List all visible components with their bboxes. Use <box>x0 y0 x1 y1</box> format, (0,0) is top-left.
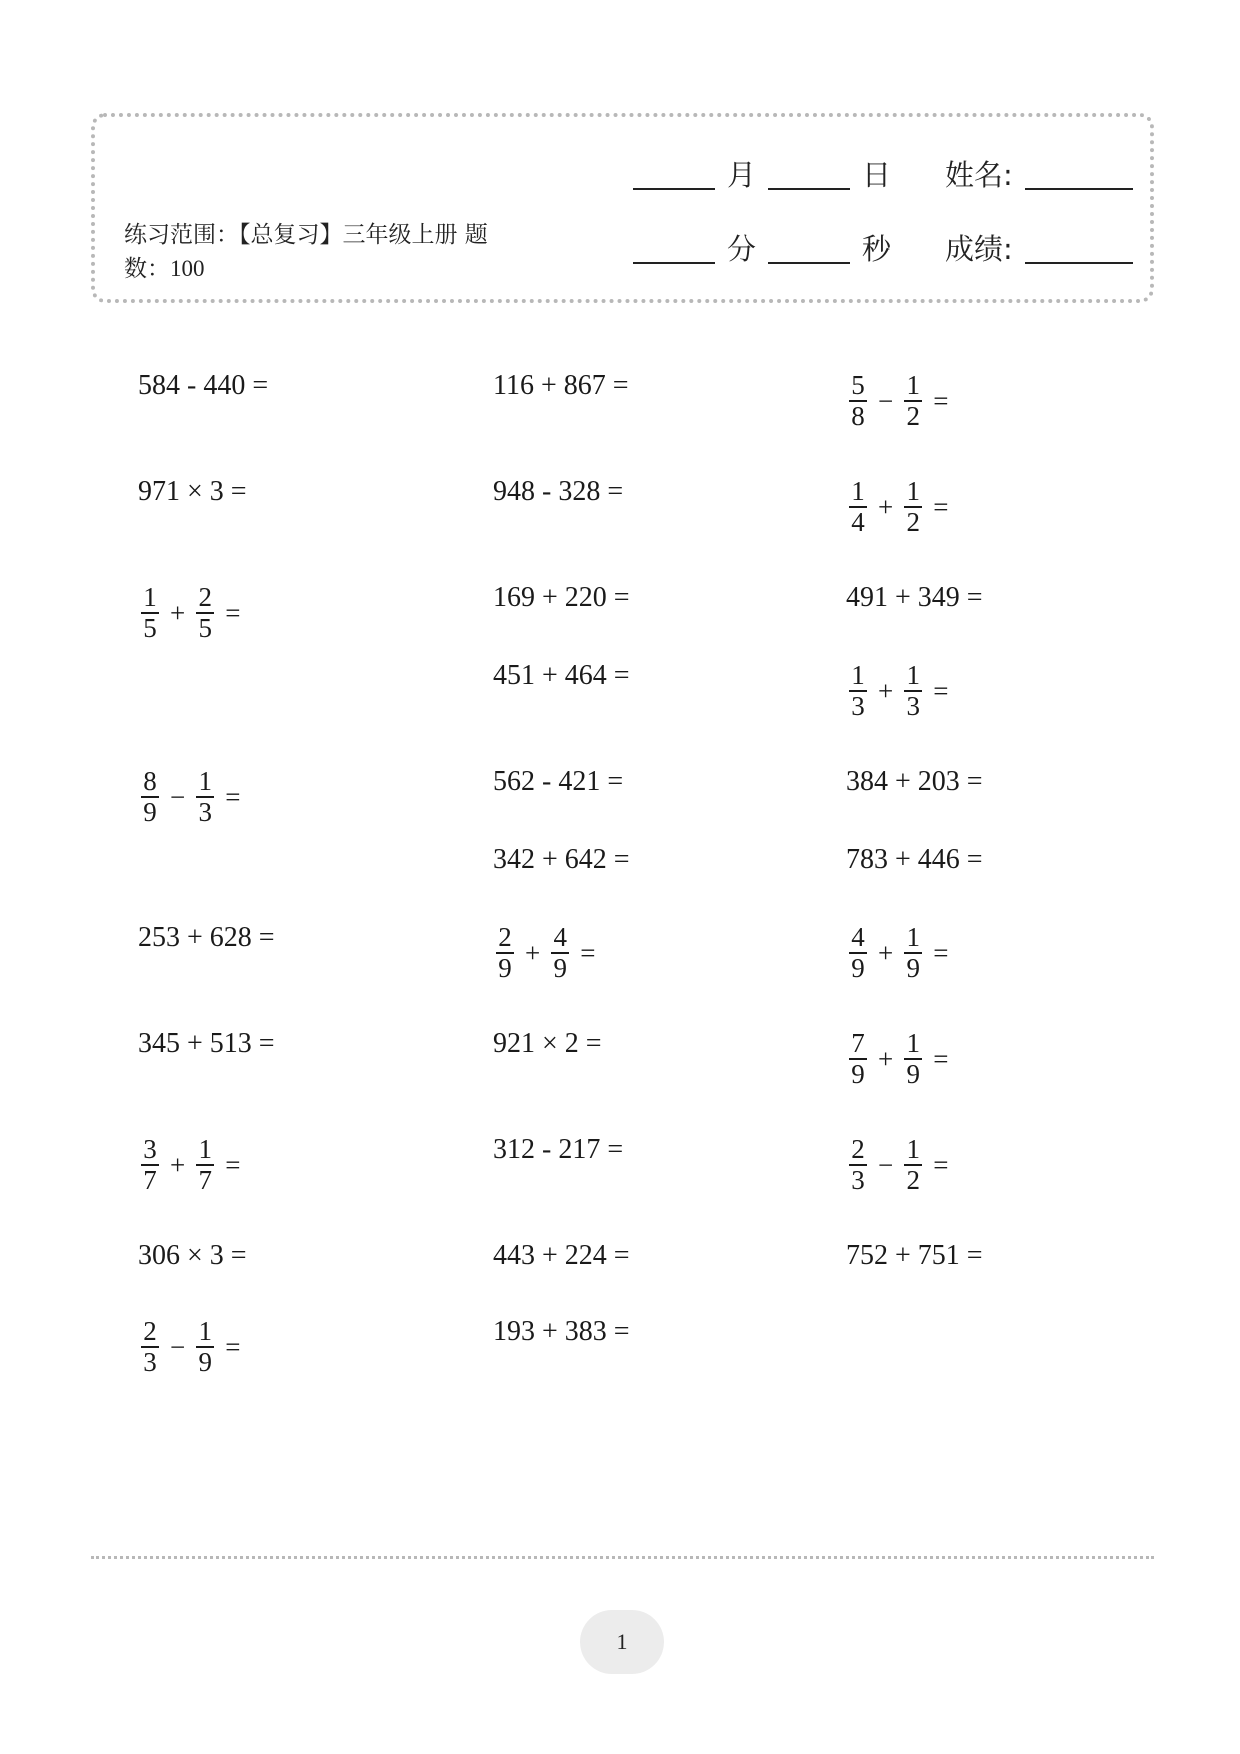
fraction <box>196 767 214 827</box>
practice-range-label: 练习范围：【总复习】三年级上册 <box>124 222 458 248</box>
fraction <box>496 923 514 983</box>
equals-sign: = <box>933 385 949 416</box>
numerator: 1 <box>906 922 920 952</box>
problem-item <box>846 1130 956 1200</box>
problem-item <box>138 1024 275 1064</box>
fraction <box>849 371 867 431</box>
equals-sign: = <box>580 937 596 968</box>
problem-item <box>138 1130 248 1200</box>
problem-item <box>846 1236 983 1276</box>
problem-item <box>493 762 623 802</box>
problem-item <box>846 656 956 726</box>
denominator: 9 <box>906 953 920 983</box>
numerator: 1 <box>906 1028 920 1058</box>
denominator: 7 <box>198 1165 212 1195</box>
numerator: 2 <box>143 1316 157 1346</box>
numerator: 2 <box>498 922 512 952</box>
problem-text: 443 + 224 = <box>493 1240 630 1271</box>
numerator: 1 <box>198 1134 212 1164</box>
fraction <box>141 583 159 643</box>
denominator: 3 <box>851 1165 865 1195</box>
problem-text: 451 + 464 = <box>493 660 630 691</box>
problem-item <box>846 472 956 542</box>
operator: + <box>170 597 186 628</box>
problem-item <box>138 918 275 958</box>
denominator: 2 <box>906 1165 920 1195</box>
denominator: 2 <box>906 401 920 431</box>
numerator: 1 <box>851 660 865 690</box>
second-label: 秒 <box>862 232 892 266</box>
numerator: 1 <box>198 1316 212 1346</box>
problem-item <box>846 918 956 988</box>
problem-text: 971 × 3 = <box>138 476 247 507</box>
problem-item <box>846 366 956 436</box>
numerator: 1 <box>198 766 212 796</box>
problem-item <box>846 578 983 618</box>
fraction <box>904 1135 922 1195</box>
numerator: 1 <box>906 660 920 690</box>
score-label: 成绩: <box>945 232 1013 266</box>
problem-text: 584 - 440 = <box>138 370 269 401</box>
day-blank[interactable] <box>768 158 850 190</box>
denominator: 5 <box>143 613 157 643</box>
problem-text: 562 - 421 = <box>493 766 624 797</box>
denominator: 9 <box>906 1059 920 1089</box>
problem-item <box>493 1312 630 1352</box>
problem-text: 921 × 2 = <box>493 1028 602 1059</box>
numerator: 1 <box>143 582 157 612</box>
fraction <box>904 661 922 721</box>
problem-text: 491 + 349 = <box>846 582 983 613</box>
denominator: 9 <box>198 1347 212 1377</box>
fraction <box>849 477 867 537</box>
problem-text: 169 + 220 = <box>493 582 630 613</box>
problem-item <box>138 578 248 648</box>
numerator: 2 <box>198 582 212 612</box>
fraction <box>141 1317 159 1377</box>
fraction <box>904 477 922 537</box>
numerator: 1 <box>906 370 920 400</box>
numerator: 8 <box>143 766 157 796</box>
problem-item <box>493 366 629 406</box>
minute-label: 分 <box>727 232 757 266</box>
practice-range <box>124 219 504 286</box>
problem-text: 306 × 3 = <box>138 1240 247 1271</box>
equals-sign: = <box>933 1149 949 1180</box>
name-label: 姓名: <box>945 158 1013 192</box>
equals-sign: = <box>933 937 949 968</box>
problem-item <box>138 1236 247 1276</box>
numerator: 1 <box>906 476 920 506</box>
denominator: 9 <box>553 953 567 983</box>
equals-sign: = <box>225 597 241 628</box>
problem-item <box>493 918 603 988</box>
operator: − <box>878 385 894 416</box>
denominator: 9 <box>498 953 512 983</box>
problem-text: 116 + 867 = <box>493 370 629 401</box>
problem-item <box>846 762 983 802</box>
problem-item <box>138 1312 248 1382</box>
problem-item <box>138 472 247 512</box>
fraction <box>849 1029 867 1089</box>
denominator: 9 <box>851 953 865 983</box>
problem-item <box>138 762 248 832</box>
equals-sign: = <box>933 1043 949 1074</box>
fraction <box>849 923 867 983</box>
problem-text: 253 + 628 = <box>138 922 275 953</box>
fraction <box>849 1135 867 1195</box>
second-blank[interactable] <box>768 232 850 264</box>
time-row <box>633 227 1133 268</box>
problem-item <box>493 656 630 696</box>
equals-sign: = <box>933 675 949 706</box>
denominator: 8 <box>851 401 865 431</box>
problem-item <box>138 366 268 406</box>
operator: − <box>170 781 186 812</box>
equals-sign: = <box>225 1331 241 1362</box>
problem-text: 783 + 446 = <box>846 844 983 875</box>
numerator: 4 <box>851 922 865 952</box>
fraction <box>196 1135 214 1195</box>
fraction <box>904 1029 922 1089</box>
denominator: 3 <box>851 691 865 721</box>
denominator: 5 <box>198 613 212 643</box>
fraction <box>849 661 867 721</box>
problem-item <box>846 1024 956 1094</box>
numerator: 1 <box>906 1134 920 1164</box>
operator: − <box>878 1149 894 1180</box>
denominator: 3 <box>906 691 920 721</box>
problem-text: 312 - 217 = <box>493 1134 624 1165</box>
footer-divider <box>91 1556 1154 1559</box>
numerator: 2 <box>851 1134 865 1164</box>
problem-text: 384 + 203 = <box>846 766 983 797</box>
denominator: 3 <box>198 797 212 827</box>
problem-text: 752 + 751 = <box>846 1240 983 1271</box>
denominator: 9 <box>851 1059 865 1089</box>
numerator: 4 <box>553 922 567 952</box>
page-number-text: 1 <box>616 1629 628 1654</box>
numerator: 7 <box>851 1028 865 1058</box>
problem-text: 948 - 328 = <box>493 476 624 507</box>
numerator: 1 <box>851 476 865 506</box>
score-blank[interactable] <box>1025 232 1133 264</box>
fraction <box>904 923 922 983</box>
operator: + <box>525 937 541 968</box>
numerator: 3 <box>143 1134 157 1164</box>
operator: − <box>170 1331 186 1362</box>
denominator: 3 <box>143 1347 157 1377</box>
fraction <box>141 767 159 827</box>
month-blank[interactable] <box>633 158 715 190</box>
problem-item <box>493 1130 623 1170</box>
denominator: 7 <box>143 1165 157 1195</box>
problem-text: 345 + 513 = <box>138 1028 275 1059</box>
name-blank[interactable] <box>1025 158 1133 190</box>
denominator: 9 <box>143 797 157 827</box>
problem-item <box>493 578 630 618</box>
denominator: 2 <box>906 507 920 537</box>
operator: + <box>878 491 894 522</box>
minute-blank[interactable] <box>633 232 715 264</box>
fraction <box>196 583 214 643</box>
problem-item <box>846 840 983 880</box>
equals-sign: = <box>225 781 241 812</box>
month-label: 月 <box>727 158 757 192</box>
date-row <box>633 153 1133 194</box>
fraction <box>551 923 569 983</box>
day-label: 日 <box>862 158 892 192</box>
operator: + <box>878 937 894 968</box>
problem-item <box>493 840 630 880</box>
fraction <box>196 1317 214 1377</box>
problem-text: 342 + 642 = <box>493 844 630 875</box>
question-count-value: 100 <box>170 256 205 281</box>
equals-sign: = <box>225 1149 241 1180</box>
equals-sign: = <box>933 491 949 522</box>
denominator: 4 <box>851 507 865 537</box>
operator: + <box>878 675 894 706</box>
fraction <box>904 371 922 431</box>
fraction <box>141 1135 159 1195</box>
problem-item <box>493 472 623 512</box>
problem-item <box>493 1024 602 1064</box>
problem-item <box>493 1236 630 1276</box>
page-number <box>580 1610 664 1674</box>
operator: + <box>170 1149 186 1180</box>
numerator: 5 <box>851 370 865 400</box>
operator: + <box>878 1043 894 1074</box>
question-count-label: 题数： <box>124 222 488 282</box>
problem-text: 193 + 383 = <box>493 1316 630 1347</box>
